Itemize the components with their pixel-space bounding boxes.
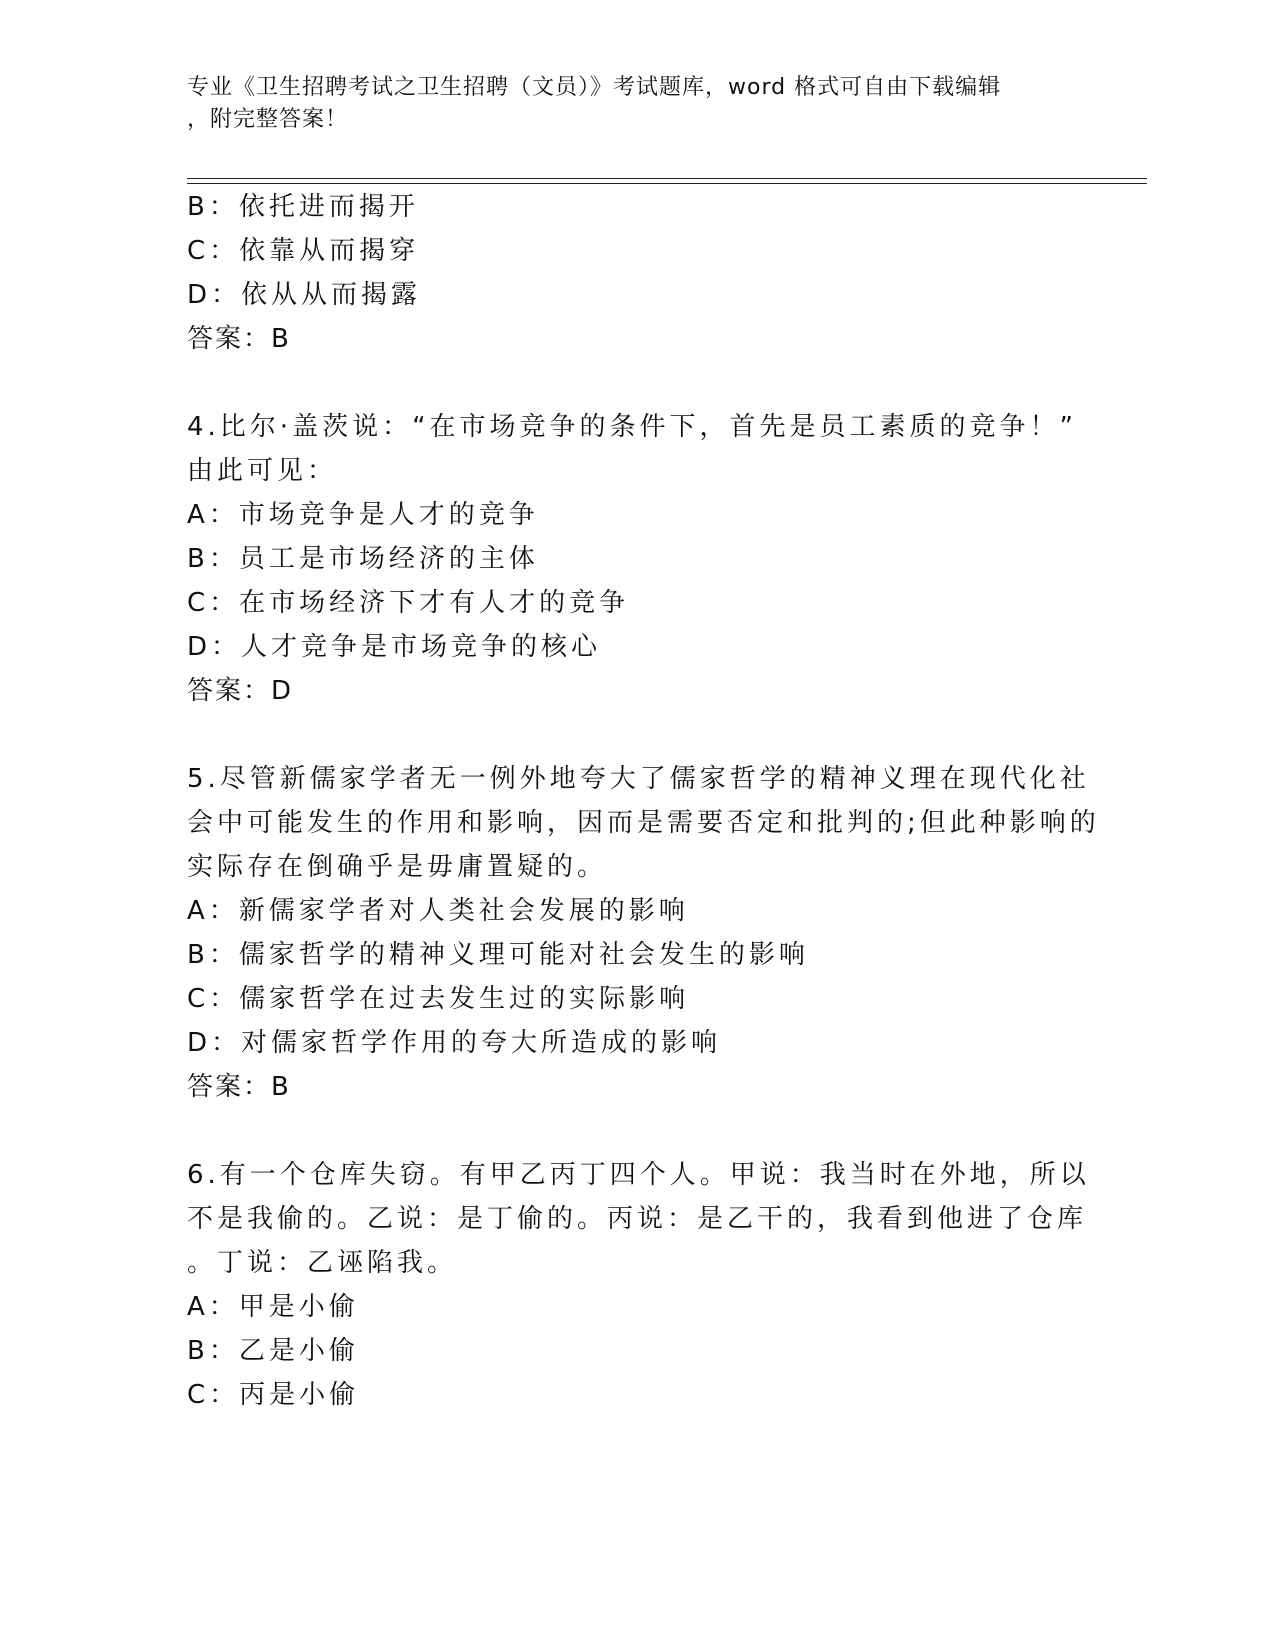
q5-stem-line-2: 会中可能发生的作用和影响，因而是需要否定和批判的;但此种影响的: [187, 808, 1100, 838]
q4-option-d: D：人才竞争是市场竞争的核心: [187, 632, 602, 662]
q6-option-c: C：丙是小偷: [187, 1380, 360, 1410]
q4-answer: 答案：D: [187, 676, 294, 706]
q6-stem-line-3: 。丁说：乙诬陷我。: [187, 1248, 458, 1278]
q4-option-a: A：市场竞争是人才的竞争: [187, 500, 539, 530]
q5-stem-line-3: 实际存在倒确乎是毋庸置疑的。: [187, 852, 608, 882]
q3-option-b: B：依托进而揭开: [187, 192, 419, 222]
q5-option-b: B：儒家哲学的精神义理可能对社会发生的影响: [187, 940, 809, 970]
header-line-2: ，附完整答案！: [187, 107, 349, 132]
header-line-1: 专业《卫生招聘考试之卫生招聘（文员）》考试题库，word 格式可自由下载编辑: [187, 75, 1002, 100]
q4-option-c: C：在市场经济下才有人才的竞争: [187, 588, 630, 618]
q5-answer: 答案：B: [187, 1072, 291, 1102]
q4-stem-line-2: 由此可见：: [187, 456, 338, 486]
q3-option-c: C：依靠从而揭穿: [187, 236, 420, 266]
q5-option-d: D：对儒家哲学作用的夸大所造成的影响: [187, 1028, 722, 1058]
q6-stem-line-1: 6.有一个仓库失窃。有甲乙丙丁四个人。甲说：我当时在外地，所以: [187, 1160, 1090, 1190]
q6-option-b: B：乙是小偷: [187, 1336, 359, 1366]
q5-option-a: A：新儒家学者对人类社会发展的影响: [187, 896, 689, 926]
q6-stem-line-2: 不是我偷的。乙说：是丁偷的。丙说：是乙干的，我看到他进了仓库: [187, 1204, 1088, 1234]
q5-option-c: C：儒家哲学在过去发生过的实际影响: [187, 984, 690, 1014]
document-header: [187, 72, 1067, 136]
q3-option-d: D：依从从而揭露: [187, 280, 422, 310]
header-divider: [187, 178, 1147, 184]
q5-stem-line-1: 5.尽管新儒家学者无一例外地夸大了儒家哲学的精神义理在现代化社: [187, 764, 1090, 794]
q4-stem-line-1: 4.比尔·盖茨说：“在市场竞争的条件下，首先是员工素质的竞争！”: [187, 412, 1078, 442]
q4-option-b: B：员工是市场经济的主体: [187, 544, 539, 574]
q3-answer: 答案：B: [187, 324, 291, 354]
q6-option-a: A：甲是小偷: [187, 1292, 359, 1322]
